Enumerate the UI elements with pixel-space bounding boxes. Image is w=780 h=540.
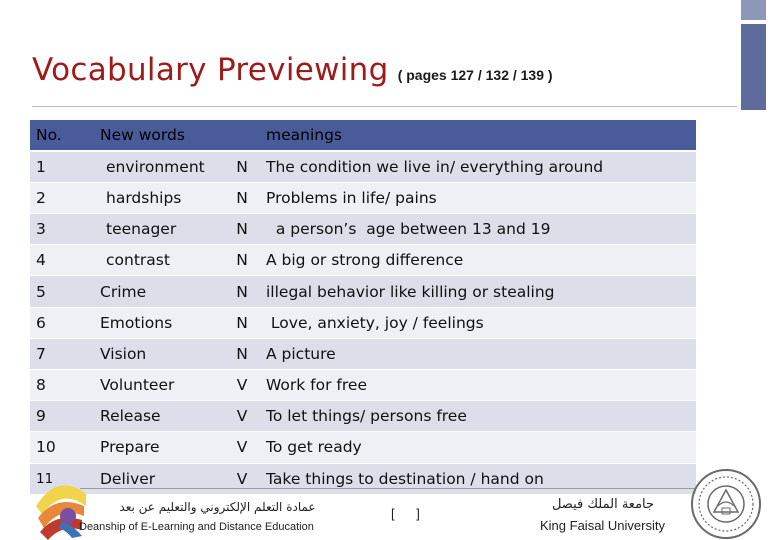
row-word: contrast xyxy=(94,245,224,276)
row-number: 7 xyxy=(30,338,94,369)
row-pos: V xyxy=(224,463,260,494)
table-row xyxy=(30,370,696,401)
row-pos: V xyxy=(224,432,260,463)
row-number: 5 xyxy=(30,276,94,307)
table-row xyxy=(30,401,696,432)
footer-deanship-english: Deanship of E-Learning and Distance Education xyxy=(79,521,314,533)
row-number: 8 xyxy=(30,370,94,401)
row-meaning: Love, anxiety, joy / feelings xyxy=(260,307,696,338)
table-row xyxy=(30,151,696,182)
page-number-brackets: [ ] xyxy=(391,506,420,521)
footer-university-english: King Faisal University xyxy=(540,518,665,533)
header-part-of-speech xyxy=(224,120,260,151)
row-number: 10 xyxy=(30,432,94,463)
table-row xyxy=(30,432,696,463)
header-meanings: meanings xyxy=(260,120,696,151)
row-word: environment xyxy=(94,151,224,182)
row-pos: N xyxy=(224,245,260,276)
row-number: 9 xyxy=(30,401,94,432)
row-meaning: illegal behavior like killing or stealing xyxy=(260,276,696,307)
row-word: hardships xyxy=(94,182,224,213)
row-meaning: To let things/ persons free xyxy=(260,401,696,432)
row-word: Crime xyxy=(94,276,224,307)
accent-bar-side xyxy=(741,24,766,110)
row-meaning: Take things to destination / hand on xyxy=(260,463,696,494)
row-pos: V xyxy=(224,401,260,432)
table-row xyxy=(30,463,696,494)
row-number: 1 xyxy=(30,151,94,182)
vocabulary-table xyxy=(30,120,696,495)
row-pos: N xyxy=(224,214,260,245)
row-meaning: a person’s age between 13 and 19 xyxy=(260,214,696,245)
row-number: 4 xyxy=(30,245,94,276)
table-row xyxy=(30,307,696,338)
table-row xyxy=(30,214,696,245)
row-number: 3 xyxy=(30,214,94,245)
table-row xyxy=(30,245,696,276)
footer-deanship-arabic: عمادة التعلم الإلكتروني والتعليم عن بعد xyxy=(119,500,316,514)
row-pos: V xyxy=(224,370,260,401)
slide-subtitle: ( pages 127 / 132 / 139 ) xyxy=(397,67,553,83)
row-word: Emotions xyxy=(94,307,224,338)
row-word: Deliver xyxy=(94,463,224,494)
title-divider xyxy=(32,106,737,107)
row-number: 2 xyxy=(30,182,94,213)
row-pos: N xyxy=(224,307,260,338)
table-row xyxy=(30,338,696,369)
row-word: teenager xyxy=(94,214,224,245)
accent-bar-top xyxy=(741,0,766,20)
row-meaning: Work for free xyxy=(260,370,696,401)
footer-divider xyxy=(80,488,697,489)
row-pos: N xyxy=(224,276,260,307)
row-number: 11 xyxy=(30,463,94,494)
slide-title-wrap xyxy=(32,52,553,88)
university-seal-icon xyxy=(690,468,762,540)
row-meaning: To get ready xyxy=(260,432,696,463)
row-meaning: A big or strong difference xyxy=(260,245,696,276)
header-new-words: New words xyxy=(94,120,224,151)
row-number: 6 xyxy=(30,307,94,338)
row-word: Prepare xyxy=(94,432,224,463)
header-no: No. xyxy=(30,120,94,151)
row-word: Vision xyxy=(94,338,224,369)
row-word: Volunteer xyxy=(94,370,224,401)
table-header-row xyxy=(30,120,696,151)
row-meaning: The condition we live in/ everything around xyxy=(260,151,696,182)
row-word: Release xyxy=(94,401,224,432)
footer-university-arabic: جامعة الملك فيصل xyxy=(551,497,655,512)
row-meaning: A picture xyxy=(260,338,696,369)
row-pos: N xyxy=(224,151,260,182)
row-pos: N xyxy=(224,182,260,213)
slide-title: Vocabulary Previewing xyxy=(32,52,389,88)
row-pos: N xyxy=(224,338,260,369)
row-meaning: Problems in life/ pains xyxy=(260,182,696,213)
table-row xyxy=(30,182,696,213)
table-row xyxy=(30,276,696,307)
